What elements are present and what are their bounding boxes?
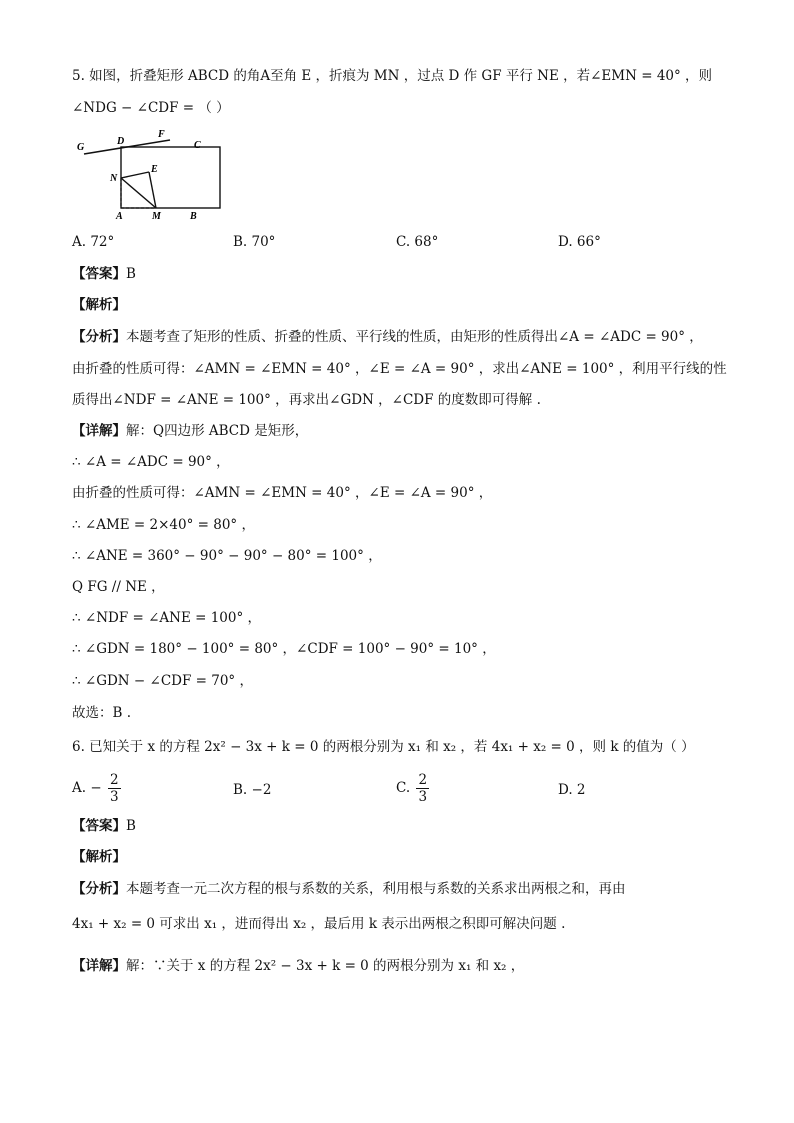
- fenxi-text: 本题考查一元二次方程的根与系数的关系，利用根与系数的关系求出两根之和，再由: [126, 881, 626, 897]
- q6-option-c-prefix: C.: [396, 780, 411, 796]
- label-m: M: [152, 211, 161, 222]
- q6-option-c: [396, 772, 431, 805]
- q6-fenxi-line-1: [72, 879, 626, 899]
- q6-option-a-denominator: 3: [109, 789, 119, 805]
- analysis-tag: 【解析】: [72, 849, 126, 865]
- answer-value: B: [126, 266, 136, 282]
- label-a: A: [116, 211, 123, 222]
- q5-step-7: ∴ ∠GDN = 180° − 100° = 80° ，∠CDF = 100° − 90° = 10° ，: [72, 641, 496, 657]
- q5-fenxi-line-3: 质得出∠NDF = ∠ANE = 100° ，再求出∠GDN ，∠CDF 的度数即可得解 .: [72, 392, 541, 408]
- label-e: E: [151, 164, 158, 175]
- q5-analysis-heading: [72, 295, 126, 315]
- q5-step-6: ∴ ∠NDF = ∠ANE = 100° ，: [72, 610, 262, 626]
- q5-fenxi-line-2: 由折叠的性质可得：∠AMN = ∠EMN = 40° ，∠E = ∠A = 90° ，求出∠ANE = 100° ，利用平行线的性: [72, 361, 727, 377]
- fenxi-tag: 【分析】: [72, 881, 126, 897]
- q5-detail-line-1: [72, 421, 308, 441]
- q6-option-c-numerator: 2: [418, 772, 428, 788]
- q5-fenxi-line-1: [72, 327, 703, 347]
- q5-step-2: 由折叠的性质可得：∠AMN = ∠EMN = 40° ，∠E = ∠A = 90° ，: [72, 485, 493, 501]
- label-f: F: [158, 129, 165, 140]
- q5-stem-line-2: ∠NDG − ∠CDF = （ ）: [72, 100, 230, 116]
- q5-option-a: A. 72°: [72, 234, 115, 250]
- q6-option-a-prefix: A. −: [72, 780, 102, 796]
- q6-detail-line-1: [72, 956, 524, 976]
- fenxi-tag: 【分析】: [72, 329, 126, 345]
- detail-text: 解：Q四边形 ABCD 是矩形，: [126, 423, 309, 439]
- q6-option-c-fraction: [416, 772, 429, 805]
- q5-option-c: C. 68°: [396, 234, 439, 250]
- q5-step-3: ∴ ∠AME = 2×40° = 80° ，: [72, 517, 255, 533]
- q5-answer-line: [72, 264, 136, 284]
- rectangle-dcb: [121, 147, 220, 208]
- label-d: D: [117, 136, 125, 147]
- label-g: G: [77, 142, 85, 153]
- q5-step-4: ∴ ∠ANE = 360° − 90° − 90° − 80° = 100° ，: [72, 548, 382, 564]
- q6-option-a: [72, 772, 123, 805]
- detail-tag: 【详解】: [72, 958, 126, 974]
- segment-ne: [121, 172, 149, 178]
- q5-step-8: ∴ ∠GDN − ∠CDF = 70° ，: [72, 673, 253, 689]
- answer-tag: 【答案】: [72, 266, 126, 282]
- q5-step-9: 故选：B .: [72, 705, 132, 721]
- q5-option-d: D. 66°: [558, 234, 601, 250]
- q6-fenxi-line-2: 4x₁ + x₂ = 0 可求出 x₁ ，进而得出 x₂ ，最后用 k 表示出两根之积即可解决问题 .: [72, 916, 566, 932]
- fenxi-text: 本题考查了矩形的性质、折叠的性质、平行线的性质，由矩形的性质得出∠A = ∠ADC = 90° ，: [126, 329, 703, 345]
- answer-tag: 【答案】: [72, 818, 126, 834]
- analysis-tag: 【解析】: [72, 297, 126, 313]
- detail-tag: 【详解】: [72, 423, 126, 439]
- detail-text: 解：∵关于 x 的方程 2x² − 3x + k = 0 的两根分别为 x₁ 和 x₂ ，: [126, 958, 525, 974]
- answer-value: B: [126, 818, 136, 834]
- label-b: B: [190, 211, 197, 222]
- q5-figure: [72, 128, 232, 222]
- q6-analysis-heading: [72, 847, 126, 867]
- q6-option-b: B. −2: [233, 782, 272, 798]
- q5-option-b: B. 70°: [233, 234, 276, 250]
- q6-option-c-denominator: 3: [418, 789, 428, 805]
- q6-option-a-fraction: [108, 772, 121, 805]
- q6-stem: 6. 已知关于 x 的方程 2x² − 3x + k = 0 的两根分别为 x₁ 和 x₂ ，若 4x₁ + x₂ = 0 ，则 k 的值为（ ）: [72, 739, 695, 755]
- q5-step-5: Q FG // NE ，: [72, 579, 165, 595]
- label-n: N: [110, 173, 118, 184]
- q5-step-1: ∴ ∠A = ∠ADC = 90° ，: [72, 454, 230, 470]
- label-c: C: [194, 140, 201, 151]
- q5-stem-line-1: 5. 如图，折叠矩形 ABCD 的角A至角 E ，折痕为 MN ，过点 D 作 GF 平行 NE ，若∠EMN = 40° ，则: [72, 68, 713, 84]
- q6-option-a-numerator: 2: [109, 772, 119, 788]
- q6-answer-line: [72, 816, 136, 836]
- q6-option-d: D. 2: [558, 782, 586, 798]
